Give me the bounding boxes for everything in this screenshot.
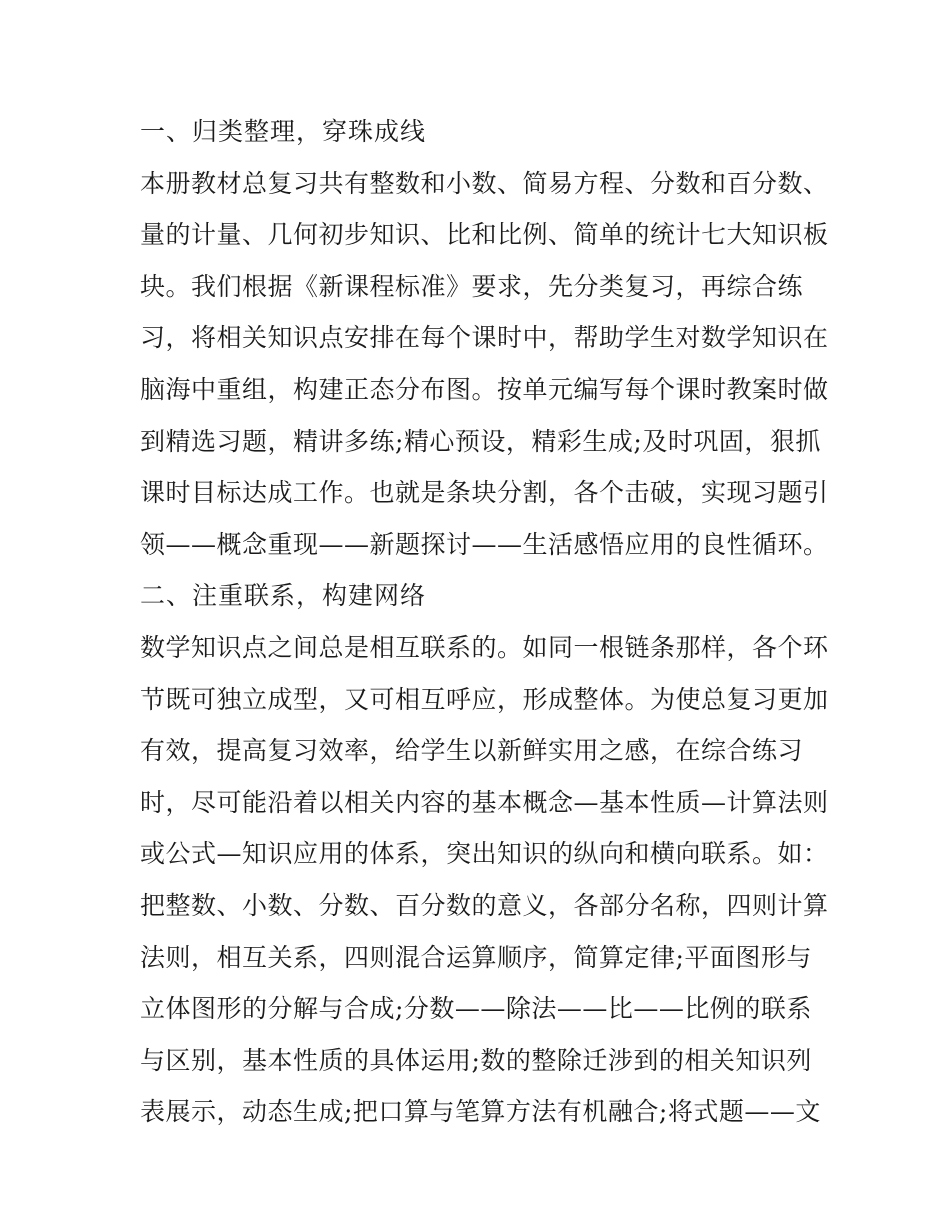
paragraph-line: 法则，相互关系，四则混合运算顺序，简算定律;平面图形与 [140, 942, 812, 972]
section-heading-2: 二、注重联系，构建网络 [140, 581, 427, 611]
paragraph-line: 数学知识点之间总是相互联系的。如同一根链条那样，各个环 [140, 632, 829, 662]
paragraph-line: 表展示，动态生成;把口算与笔算方法有机融合;将式题——文 [140, 1097, 821, 1127]
paragraph-line: 或公式—知识应用的体系，突出知识的纵向和横向联系。如： [140, 839, 829, 869]
paragraph-line: 课时目标达成工作。也就是条块分割，各个击破，实现习题引 [140, 478, 829, 508]
paragraph-line: 节既可独立成型，又可相互呼应，形成整体。为使总复习更加 [140, 684, 829, 714]
paragraph-line: 把整数、小数、分数、百分数的意义，各部分名称，四则计算 [140, 890, 829, 920]
paragraph-line: 脑海中重组，构建正态分布图。按单元编写每个课时教案时做 [140, 374, 829, 404]
paragraph-line: 与区别，基本性质的具体运用;数的整除迁涉到的相关知识列 [140, 1045, 812, 1075]
paragraph-line: 本册教材总复习共有整数和小数、简易方程、分数和百分数、 [140, 168, 829, 198]
paragraph-line: 习，将相关知识点安排在每个课时中，帮助学生对数学知识在 [140, 323, 829, 353]
section-heading-1: 一、归类整理，穿珠成线 [140, 117, 427, 146]
paragraph-line: 领——概念重现——新题探讨——生活感悟应用的良性循环。 [140, 529, 829, 559]
paragraph-line: 时，尽可能沿着以相关内容的基本概念—基本性质—计算法则 [140, 787, 829, 817]
paragraph-line: 量的计量、几何初步知识、比和比例、简单的统计七大知识板 [140, 220, 829, 250]
paragraph-line: 块。我们根据《新课程标准》要求，先分类复习，再综合练 [140, 271, 804, 301]
document-body [140, 106, 829, 1138]
paragraph-line: 有效，提高复习效率，给学生以新鲜实用之感，在综合练习 [140, 736, 804, 766]
paragraph-line: 到精选习题，精讲多练;精心预设，精彩生成;及时巩固，狠抓 [140, 426, 821, 456]
paragraph-line: 立体图形的分解与合成;分数——除法——比——比例的联系 [140, 994, 812, 1024]
